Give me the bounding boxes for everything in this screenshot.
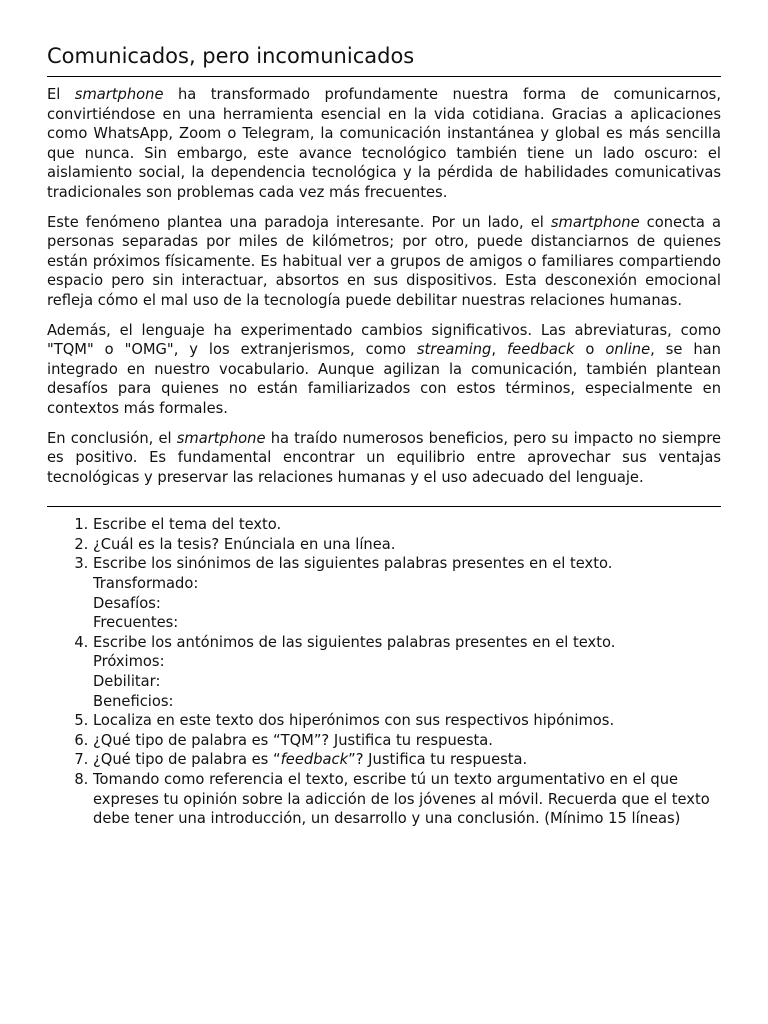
question-term: Transformado: <box>93 575 199 593</box>
article-body <box>47 85 721 487</box>
italic-term: feedback <box>507 341 575 359</box>
questions-list <box>47 515 721 829</box>
text-run: ¿Qué tipo de palabra es “ <box>93 751 281 769</box>
italic-term: smartphone <box>176 429 266 447</box>
text-run: o <box>574 341 606 359</box>
italic-term: smartphone <box>550 213 640 231</box>
question-term: Frecuentes: <box>93 614 179 632</box>
paragraph-1 <box>47 85 721 203</box>
text-run: Este fenómeno plantea una paradoja interesante. Por un lado, el <box>47 213 551 231</box>
text-run: ha transformado profundamente nuestra forma de comunicarnos, convirtiéndose en una herramienta esencial en la vida cotidiana. Gracias a aplicaciones como WhatsApp, Zoom o Telegram, la comunicación instantánea y global es más sencilla que nunca. Sin embargo, este avance tecnológico también tiene un lado oscuro: el aislamiento social, la dependencia tecnológica y la pérdida de habilidades comunicativas tradicionales son problemas cada vez más frecuentes. <box>47 86 721 201</box>
text-run: , se han integrado en nuestro vocabulario. Aunque agilizan la comunicación, también plantean desafíos para quienes no están familiarizados con estos términos, especialmente en contextos más formales. <box>47 341 721 417</box>
text-run: Escribe los antónimos de las siguientes palabras presentes en el texto. <box>93 633 616 651</box>
question-8 <box>93 770 721 829</box>
question-term: Debilitar: <box>93 673 161 691</box>
text-run: Además, el lenguaje ha experimentado cambios significativos. Las abreviaturas, como "TQM" o "OMG", y los extranjerismos, como <box>47 321 721 359</box>
document-title: Comunicados, pero incomunicados <box>47 44 415 68</box>
text-run: conecta a personas separadas por miles de kilómetros; por otro, puede distanciarnos de quienes están próximos físicamente. Es habitual ver a grupos de amigos o familiares compartiendo espacio pero sin interactuar, absortos en sus dispositivos. Esta desconexión emocional refleja cómo el mal uso de la tecnología puede debilitar nuestras relaciones humanas. <box>47 213 721 309</box>
italic-term: feedback <box>280 751 349 769</box>
questions-divider <box>47 506 721 507</box>
italic-term: online <box>605 341 651 359</box>
question-4 <box>93 633 721 711</box>
paragraph-3 <box>47 321 721 419</box>
question-7 <box>93 750 721 770</box>
question-term: Beneficios: <box>93 692 174 710</box>
text-run: ha traído numerosos beneficios, pero su impacto no siempre es positivo. Es fundamental encontrar un equilibrio entre aprovechar sus ventajas tecnológicas y preservar las relaciones humanas y el uso adecuado del lenguaje. <box>47 429 721 486</box>
paragraph-2 <box>47 213 721 311</box>
question-2 <box>93 535 721 555</box>
text-run: Escribe los sinónimos de las siguientes palabras presentes en el texto. <box>93 555 613 573</box>
text-run: , <box>491 341 507 359</box>
question-term: Próximos: <box>93 653 165 671</box>
text-run: ¿Cuál es la tesis? Enúnciala en una línea. <box>93 535 396 553</box>
question-term: Desafíos: <box>93 594 161 612</box>
question-1 <box>93 515 721 535</box>
title-divider <box>47 76 721 77</box>
italic-term: smartphone <box>74 86 164 103</box>
italic-term: streaming <box>416 341 492 359</box>
text-run: El <box>47 86 75 103</box>
text-run: Tomando como referencia el texto, escribe tú un texto argumentativo en el que expreses tu opinión sobre la adicción de los jóvenes al móvil. Recuerda que el texto debe tener una introducción, un desarrollo y una conclusión. (Mínimo 15 líneas) <box>93 771 710 828</box>
text-run: Escribe el tema del texto. <box>93 516 282 534</box>
document-page <box>47 40 721 829</box>
question-3 <box>93 554 721 632</box>
paragraph-4 <box>47 429 721 488</box>
text-run: En conclusión, el <box>47 429 177 447</box>
question-6 <box>93 731 721 751</box>
text-run: ”? Justifica tu respuesta. <box>348 751 528 769</box>
text-run: Localiza en este texto dos hiperónimos con sus respectivos hipónimos. <box>93 712 615 730</box>
question-5 <box>93 711 721 731</box>
text-run: ¿Qué tipo de palabra es “TQM”? Justifica tu respuesta. <box>93 731 493 749</box>
